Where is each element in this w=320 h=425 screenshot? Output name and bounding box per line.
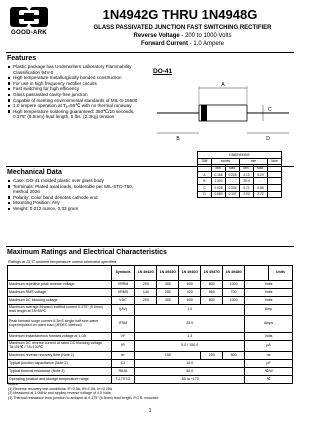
rating-symbol: RθJA bbox=[111, 368, 135, 376]
dim-d-label: D bbox=[266, 136, 270, 142]
mechanical-list bbox=[8, 178, 148, 212]
dim-cell: B bbox=[198, 178, 212, 185]
mechanical-item: Terminals: Plated axial leads, solderable per MIL-STD-750, method 2026 bbox=[8, 184, 148, 195]
divider bbox=[6, 52, 294, 53]
features-heading: Features bbox=[7, 55, 37, 62]
rating-condition: TA=25℃ / TA=100℃ bbox=[9, 345, 43, 349]
rating-param-text: Maximum DC reverse current at rated DC blocking voltage bbox=[9, 341, 103, 346]
rating-value: 140 bbox=[135, 289, 157, 297]
dim-cell bbox=[268, 178, 282, 185]
rating-value: 50.0 bbox=[135, 368, 245, 376]
rating-value: 500 bbox=[223, 352, 245, 360]
dim-cell: DIM bbox=[198, 158, 212, 165]
dim-cell: 0.080 bbox=[212, 191, 226, 198]
rating-unit: Amps bbox=[245, 316, 293, 333]
rating-symbol: VRRM bbox=[111, 281, 135, 289]
voltage-label: Reverse Voltage bbox=[133, 33, 180, 39]
voltage-spec bbox=[80, 33, 285, 39]
rating-unit: ℃/W bbox=[245, 368, 293, 376]
dim-cell bbox=[268, 171, 282, 178]
package-label: DO-41 bbox=[153, 68, 173, 75]
dim-cell: 0.107 bbox=[226, 191, 240, 198]
ratings-row bbox=[8, 297, 293, 305]
dim-cell bbox=[268, 184, 282, 191]
rating-unit: ns bbox=[245, 352, 293, 360]
dim-row bbox=[198, 191, 282, 198]
dim-cell: 0.86 bbox=[254, 184, 268, 191]
rating-value: 420 bbox=[179, 289, 201, 297]
current-label: Forward Current bbox=[140, 41, 188, 47]
rating-param: Maximum average forward rectified current 0.375" (9.5mm) lead length at TA=55℃ bbox=[8, 305, 112, 316]
rating-unit: Volts bbox=[245, 297, 293, 305]
ratings-row bbox=[8, 316, 293, 333]
ratings-table bbox=[7, 265, 293, 384]
ratings-row bbox=[8, 281, 293, 289]
mechanical-item: Polarity: Color band denotes cathode end bbox=[8, 195, 148, 201]
rating-value: 1000 bbox=[223, 281, 245, 289]
dim-cell: 25.4 bbox=[240, 178, 254, 185]
dim-cell: 1.000 bbox=[212, 178, 226, 185]
rating-value: 5.0 / 150.0 bbox=[135, 341, 245, 352]
dim-cell: 0.205 bbox=[226, 171, 240, 178]
notes-title: Notes: bbox=[8, 382, 19, 386]
rating-value: 150 bbox=[135, 352, 201, 360]
dim-c-label: C bbox=[268, 107, 272, 113]
rating-symbol: IFSM bbox=[111, 316, 135, 333]
rating-symbol: IR bbox=[111, 341, 135, 352]
ratings-header-cell: Symbols bbox=[111, 266, 135, 281]
features-list bbox=[8, 64, 148, 120]
page-number: 1 bbox=[148, 408, 152, 414]
dim-cell: - bbox=[226, 178, 240, 185]
ratings-header-cell: 1N 4948G bbox=[223, 266, 245, 281]
rating-param: Operating junction and storage temperature range bbox=[8, 376, 112, 384]
rating-param: Typical thermal resistance (Note 3) bbox=[8, 368, 112, 376]
ratings-header-cell: Units bbox=[269, 266, 293, 281]
dim-cell: 0.71 bbox=[240, 184, 254, 191]
dim-cell: C bbox=[198, 184, 212, 191]
feature-item: For use in high frequency rectifier circuits bbox=[8, 81, 148, 87]
ratings-row bbox=[8, 305, 293, 316]
dim-title: DIMENSIONS bbox=[198, 152, 282, 159]
dim-row bbox=[198, 184, 282, 191]
voltage-value: - 200 to 1000 Volts bbox=[179, 33, 232, 39]
dim-cell: Min. bbox=[212, 165, 226, 172]
rating-unit: Volts bbox=[245, 281, 293, 289]
rating-value: 280 bbox=[157, 289, 179, 297]
ratings-note: Ratings at 25℃ ambient temperature unless otherwise specified bbox=[8, 260, 117, 264]
feature-item: 1.0 ampere operation at Tₐ=55℃ with no thermal runaway bbox=[8, 103, 148, 109]
dim-cell bbox=[268, 191, 282, 198]
rating-value: 25.0 bbox=[135, 316, 245, 333]
rating-param: Peak forward surge current 8.3mS single half sine-wave superimposed on rated load (JEDEC Method) bbox=[8, 316, 112, 333]
logo-text: GOOD-ARK bbox=[11, 29, 47, 36]
rating-symbol: VF bbox=[111, 333, 135, 341]
dim-cell: 2.00 bbox=[240, 191, 254, 198]
ratings-row bbox=[8, 341, 293, 352]
dim-cell: inches bbox=[212, 158, 240, 165]
rating-param: Maximum reverse recovery time (Note 1) bbox=[8, 352, 112, 360]
dim-cell: 0.028 bbox=[212, 184, 226, 191]
rating-unit: Amp bbox=[245, 305, 293, 316]
rating-symbol: VRMS bbox=[111, 289, 135, 297]
rating-param: Maximum DC blocking voltage bbox=[8, 297, 112, 305]
rating-value: 400 bbox=[157, 281, 179, 289]
rating-unit: Volts bbox=[245, 333, 293, 341]
note-item: (3) Thermal resistance from junction to ambient at 0.375" (9.5mm) lead length, P.C.B. mounted bbox=[8, 395, 159, 400]
feature-item: Glass passivated cavity-free junction bbox=[8, 92, 148, 98]
feature-item: Plastic package has Underwriters Laboratory Flammability Classification 94V-0 bbox=[8, 64, 148, 75]
rating-param bbox=[8, 341, 112, 352]
rating-unit: pF bbox=[245, 360, 293, 368]
company-logo bbox=[9, 6, 49, 36]
rating-value: 250 bbox=[201, 352, 223, 360]
rating-value: 600 bbox=[179, 297, 201, 305]
dim-cell: - bbox=[254, 178, 268, 185]
rating-value: -65 to +175 bbox=[135, 376, 245, 384]
do41-package-drawing bbox=[153, 78, 293, 148]
rating-value: 560 bbox=[201, 289, 223, 297]
note-item: (2) Measured at 1.0MHz and applied reverse voltage of 4.0 Volts bbox=[8, 391, 111, 396]
ratings-row bbox=[8, 352, 293, 360]
ratings-header-cell: 1N 4947G bbox=[201, 266, 223, 281]
feature-item: High temperature metallurgically bonded construction bbox=[8, 75, 148, 81]
rating-value: 1.3 bbox=[135, 333, 245, 341]
notes-block bbox=[8, 382, 158, 400]
dim-cell: Max. bbox=[254, 165, 268, 172]
ratings-row bbox=[8, 289, 293, 297]
dim-cell: 4.10 bbox=[240, 171, 254, 178]
divider bbox=[6, 246, 294, 247]
ratings-header-row bbox=[8, 266, 293, 281]
divider bbox=[6, 166, 294, 167]
dim-row bbox=[198, 178, 282, 185]
rating-param: Typical junction capacitance (Note 2) bbox=[8, 360, 112, 368]
dim-cell: D bbox=[198, 191, 212, 198]
feature-item: High temperature soldering guaranteed: 350℃/10 seconds, 0.375" (9.5mm) lead length, 5 lbs. (2.3Kg) tension bbox=[8, 109, 148, 120]
rating-param: Maximum repetitive peak reverse voltage bbox=[8, 281, 112, 289]
dim-cell: Min. bbox=[240, 165, 254, 172]
dim-cell: 0.166 bbox=[212, 171, 226, 178]
rating-value: 200 bbox=[135, 297, 157, 305]
feature-item: Capable of meeting environmental standards of MIL-S-19500 bbox=[8, 98, 148, 104]
rating-value: 700 bbox=[223, 289, 245, 297]
rating-symbol: trr bbox=[111, 352, 135, 360]
device-subtitle: GLASS PASSIVATED JUNCTION FAST SWITCHING RECTIFIER bbox=[93, 25, 272, 31]
dimensions-table bbox=[197, 151, 282, 198]
rating-symbol: CJ bbox=[111, 360, 135, 368]
dim-a-label: A bbox=[221, 82, 225, 88]
rating-value: 800 bbox=[201, 297, 223, 305]
ratings-header-cell: 1N 4942G bbox=[135, 266, 157, 281]
part-number-title: 1N4942G THRU 1N4948G bbox=[102, 7, 258, 22]
rating-symbol: VDC bbox=[111, 297, 135, 305]
ratings-heading: Maximum Ratings and Electrical Characteristics bbox=[7, 249, 167, 256]
rating-param: Maximum instantaneous forward voltage at 1.0A bbox=[8, 333, 112, 341]
rating-value: 400 bbox=[157, 297, 179, 305]
cathode-band bbox=[201, 105, 207, 121]
logo-mark-icon bbox=[9, 6, 49, 28]
rating-value: 200 bbox=[135, 281, 157, 289]
ratings-row bbox=[8, 333, 293, 341]
dim-cell: Max. bbox=[226, 165, 240, 172]
dim-cell: 5.20 bbox=[254, 171, 268, 178]
ratings-header-cell bbox=[245, 266, 269, 281]
current-spec bbox=[80, 41, 285, 47]
mechanical-item: Case: DO-41 molded plastic over glass body bbox=[8, 178, 148, 184]
feature-item: Fast switching for high efficiency bbox=[8, 86, 148, 92]
dim-cell: 0.034 bbox=[226, 184, 240, 191]
dim-cell: A bbox=[198, 171, 212, 178]
rating-symbol: TJ,TSTG bbox=[111, 376, 135, 384]
ratings-row bbox=[8, 360, 293, 368]
rating-unit: µA bbox=[245, 341, 293, 352]
rating-value: 1.0 bbox=[135, 305, 245, 316]
rating-unit: Volts bbox=[245, 289, 293, 297]
rating-value: 1000 bbox=[223, 297, 245, 305]
dim-cell: mm bbox=[240, 158, 268, 165]
note-item: (1) Reverse recovery test conditions: IF=0.5A, IR=1.0A, Irr=0.25A bbox=[8, 386, 113, 391]
ratings-header-cell: 1N 4944G bbox=[157, 266, 179, 281]
rating-value: 600 bbox=[179, 281, 201, 289]
rating-symbol: I(AV) bbox=[111, 305, 135, 316]
ratings-row bbox=[8, 368, 293, 376]
mechanical-item: Weight: 0.012 ounce, 0.33 gram bbox=[8, 206, 148, 212]
mechanical-item: Mounting Position: Any bbox=[8, 200, 148, 206]
rating-value: 800 bbox=[201, 281, 223, 289]
current-value: - 1.0 Ampere bbox=[187, 41, 225, 47]
dim-cell: Note bbox=[268, 158, 282, 165]
dim-cell: 2.72 bbox=[254, 191, 268, 198]
mechanical-heading: Mechanical Data bbox=[7, 169, 62, 176]
rating-value: 15.0 bbox=[135, 360, 245, 368]
dim-row bbox=[198, 171, 282, 178]
ratings-header-cell: 1N 4946G bbox=[179, 266, 201, 281]
ratings-header-cell bbox=[8, 266, 112, 281]
rating-unit: ℃ bbox=[245, 376, 293, 384]
dim-b-label: B bbox=[176, 136, 180, 142]
rating-param: Maximum RMS voltage bbox=[8, 289, 112, 297]
